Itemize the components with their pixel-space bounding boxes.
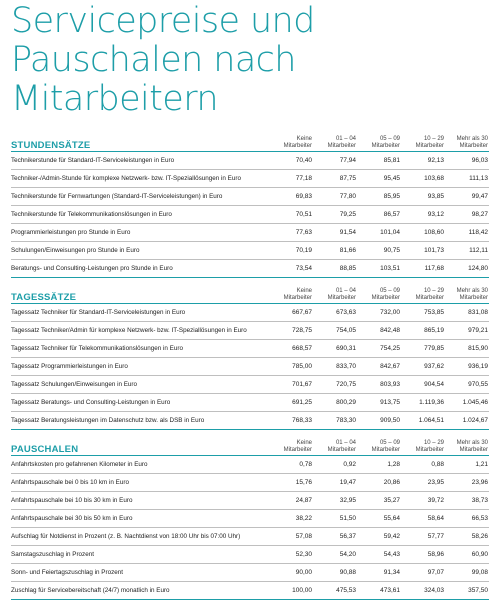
row-value: 24,87 bbox=[269, 492, 313, 510]
column-header-range: 10 – 29 bbox=[423, 288, 444, 294]
column-header bbox=[445, 440, 489, 456]
row-value: 58,96 bbox=[401, 546, 445, 564]
row-value: 54,20 bbox=[313, 546, 357, 564]
column-header-unit: Mitarbeiter bbox=[283, 143, 312, 149]
row-value: 51,50 bbox=[313, 510, 357, 528]
table-row bbox=[11, 242, 489, 260]
row-value: 90,88 bbox=[313, 564, 357, 582]
row-label: Aufschlag für Notdienst in Prozent (z. B. Nachtdienst von 18:00 Uhr bis 07:00 Uhr) bbox=[11, 528, 269, 546]
page-title-line: Pauschalen nach bbox=[11, 40, 296, 80]
row-value: 58,26 bbox=[445, 528, 489, 546]
row-value: 35,27 bbox=[357, 492, 401, 510]
section-pauschalen bbox=[11, 440, 489, 600]
price-table bbox=[11, 136, 489, 278]
row-value: 937,62 bbox=[401, 358, 445, 376]
row-value: 60,90 bbox=[445, 546, 489, 564]
column-header-unit: Mitarbeiter bbox=[327, 143, 356, 149]
row-value: 831,08 bbox=[445, 304, 489, 322]
row-value: 98,27 bbox=[445, 206, 489, 224]
row-label: Technikerstunde für Fernwartungen (Standard-IT-Serviceleistungen) in Euro bbox=[11, 188, 269, 206]
column-header-range: 10 – 29 bbox=[423, 440, 444, 446]
row-value: 56,37 bbox=[313, 528, 357, 546]
row-label: Anfahrtspauschale bei 0 bis 10 km in Euro bbox=[11, 474, 269, 492]
row-value: 1,28 bbox=[357, 456, 401, 474]
row-value: 936,19 bbox=[445, 358, 489, 376]
row-value: 979,21 bbox=[445, 322, 489, 340]
row-value: 673,63 bbox=[313, 304, 357, 322]
table-row bbox=[11, 152, 489, 170]
row-value: 124,80 bbox=[445, 260, 489, 278]
row-value: 728,75 bbox=[269, 322, 313, 340]
table-header-row bbox=[11, 288, 489, 304]
row-value: 20,86 bbox=[357, 474, 401, 492]
column-header-range: Keine bbox=[296, 136, 312, 142]
row-value: 93,85 bbox=[401, 188, 445, 206]
section-stundensaetze bbox=[11, 136, 489, 278]
column-header-unit: Mitarbeiter bbox=[371, 447, 400, 453]
row-value: 103,51 bbox=[357, 260, 401, 278]
column-header-range: 01 – 04 bbox=[335, 440, 356, 446]
row-label: Anfahrtspauschale bei 10 bis 30 km in Euro bbox=[11, 492, 269, 510]
table-row bbox=[11, 510, 489, 528]
column-header bbox=[445, 136, 489, 152]
table-row bbox=[11, 304, 489, 322]
column-header bbox=[269, 288, 313, 304]
table-row bbox=[11, 206, 489, 224]
column-header bbox=[313, 288, 357, 304]
row-value: 473,61 bbox=[357, 582, 401, 600]
table-row bbox=[11, 564, 489, 582]
table-row bbox=[11, 170, 489, 188]
table-row bbox=[11, 394, 489, 412]
row-value: 97,07 bbox=[401, 564, 445, 582]
row-value: 690,31 bbox=[313, 340, 357, 358]
row-value: 77,18 bbox=[269, 170, 313, 188]
row-value: 691,25 bbox=[269, 394, 313, 412]
row-value: 668,57 bbox=[269, 340, 313, 358]
row-value: 803,93 bbox=[357, 376, 401, 394]
column-header-unit: Mitarbeiter bbox=[371, 295, 400, 301]
row-value: 357,50 bbox=[445, 582, 489, 600]
row-value: 90,00 bbox=[269, 564, 313, 582]
row-label: Zuschlag für Servicebereitschaft (24/7) monatlich in Euro bbox=[11, 582, 269, 600]
table-row bbox=[11, 188, 489, 206]
row-value: 59,42 bbox=[357, 528, 401, 546]
table-header-row bbox=[11, 136, 489, 152]
row-value: 52,30 bbox=[269, 546, 313, 564]
column-header-unit: Mitarbeiter bbox=[283, 447, 312, 453]
row-value: 1.064,51 bbox=[401, 412, 445, 430]
row-value: 909,50 bbox=[357, 412, 401, 430]
row-value: 754,05 bbox=[313, 322, 357, 340]
row-value: 32,95 bbox=[313, 492, 357, 510]
row-value: 85,81 bbox=[357, 152, 401, 170]
page-title bbox=[11, 2, 491, 119]
row-value: 95,45 bbox=[357, 170, 401, 188]
row-label: Tagessatz Programmierleistungen in Euro bbox=[11, 358, 269, 376]
row-value: 77,80 bbox=[313, 188, 357, 206]
table-row bbox=[11, 456, 489, 474]
page-title-line: Servicepreise und bbox=[11, 1, 315, 41]
page-title-line: Mitarbeitern bbox=[11, 79, 218, 119]
row-value: 904,54 bbox=[401, 376, 445, 394]
row-value: 57,77 bbox=[401, 528, 445, 546]
row-value: 81,66 bbox=[313, 242, 357, 260]
section-title: STUNDENSÄTZE bbox=[11, 136, 269, 152]
row-label: Tagessatz Beratungsleistungen im Datenschutz bzw. als DSB in Euro bbox=[11, 412, 269, 430]
row-value: 1.024,67 bbox=[445, 412, 489, 430]
row-value: 100,00 bbox=[269, 582, 313, 600]
row-value: 117,68 bbox=[401, 260, 445, 278]
row-value: 475,53 bbox=[313, 582, 357, 600]
row-label: Technikerstunde für Telekommunikationslösungen in Euro bbox=[11, 206, 269, 224]
row-value: 38,73 bbox=[445, 492, 489, 510]
column-header-range: 05 – 09 bbox=[379, 440, 400, 446]
row-value: 913,75 bbox=[357, 394, 401, 412]
row-label: Tagessatz Techniker für Standard-IT-Serviceleistungen in Euro bbox=[11, 304, 269, 322]
row-value: 0,92 bbox=[313, 456, 357, 474]
row-value: 79,25 bbox=[313, 206, 357, 224]
row-value: 70,40 bbox=[269, 152, 313, 170]
row-label: Samstagszuschlag in Prozent bbox=[11, 546, 269, 564]
row-value: 23,96 bbox=[445, 474, 489, 492]
table-row bbox=[11, 528, 489, 546]
column-header bbox=[269, 440, 313, 456]
column-header-range: 05 – 09 bbox=[379, 288, 400, 294]
section-title: PAUSCHALEN bbox=[11, 440, 269, 456]
row-value: 39,72 bbox=[401, 492, 445, 510]
table-row bbox=[11, 358, 489, 376]
row-value: 55,64 bbox=[357, 510, 401, 528]
row-value: 1.045,46 bbox=[445, 394, 489, 412]
column-header-unit: Mitarbeiter bbox=[459, 447, 488, 453]
row-value: 77,63 bbox=[269, 224, 313, 242]
row-label: Tagessatz Techniker für Telekommunikationslösungen in Euro bbox=[11, 340, 269, 358]
row-value: 73,54 bbox=[269, 260, 313, 278]
table-row bbox=[11, 260, 489, 278]
table-row bbox=[11, 474, 489, 492]
row-value: 38,22 bbox=[269, 510, 313, 528]
row-value: 842,67 bbox=[357, 358, 401, 376]
row-label: Anfahrtskosten pro gefahrenen Kilometer in Euro bbox=[11, 456, 269, 474]
row-label: Beratungs- und Consulting-Leistungen pro Stunde in Euro bbox=[11, 260, 269, 278]
column-header-range: 01 – 04 bbox=[335, 288, 356, 294]
row-value: 85,95 bbox=[357, 188, 401, 206]
column-header-unit: Mitarbeiter bbox=[283, 295, 312, 301]
row-value: 779,85 bbox=[401, 340, 445, 358]
row-label: Schulungen/Einweisungen pro Stunde in Euro bbox=[11, 242, 269, 260]
row-value: 19,47 bbox=[313, 474, 357, 492]
row-value: 103,68 bbox=[401, 170, 445, 188]
price-table bbox=[11, 288, 489, 430]
column-header-range: Mehr als 30 bbox=[456, 136, 488, 142]
table-row bbox=[11, 546, 489, 564]
column-header bbox=[445, 288, 489, 304]
row-value: 785,00 bbox=[269, 358, 313, 376]
row-label: Sonn- und Feiertagszuschlag in Prozent bbox=[11, 564, 269, 582]
row-label: Tagessatz Techniker/Admin für komplexe Netzwerk- bzw. IT-Speziallösungen in Euro bbox=[11, 322, 269, 340]
row-label: Technikerstunde für Standard-IT-Serviceleistungen in Euro bbox=[11, 152, 269, 170]
row-value: 815,90 bbox=[445, 340, 489, 358]
column-header bbox=[401, 288, 445, 304]
column-header-unit: Mitarbeiter bbox=[327, 295, 356, 301]
column-header-unit: Mitarbeiter bbox=[459, 295, 488, 301]
row-label: Programmierleistungen pro Stunde in Euro bbox=[11, 224, 269, 242]
row-label: Tagessatz Beratungs- und Consulting-Leistungen in Euro bbox=[11, 394, 269, 412]
column-header-unit: Mitarbeiter bbox=[415, 143, 444, 149]
row-value: 833,70 bbox=[313, 358, 357, 376]
row-value: 754,25 bbox=[357, 340, 401, 358]
row-value: 768,33 bbox=[269, 412, 313, 430]
row-value: 0,88 bbox=[401, 456, 445, 474]
row-value: 99,47 bbox=[445, 188, 489, 206]
row-label: Anfahrtspauschale bei 30 bis 50 km in Euro bbox=[11, 510, 269, 528]
row-value: 70,19 bbox=[269, 242, 313, 260]
column-header-range: Mehr als 30 bbox=[456, 440, 488, 446]
row-value: 111,13 bbox=[445, 170, 489, 188]
column-header bbox=[357, 440, 401, 456]
row-value: 800,29 bbox=[313, 394, 357, 412]
row-value: 101,73 bbox=[401, 242, 445, 260]
row-value: 57,08 bbox=[269, 528, 313, 546]
column-header-unit: Mitarbeiter bbox=[459, 143, 488, 149]
table-row bbox=[11, 582, 489, 600]
row-value: 54,43 bbox=[357, 546, 401, 564]
column-header bbox=[269, 136, 313, 152]
row-value: 66,53 bbox=[445, 510, 489, 528]
row-value: 1.119,36 bbox=[401, 394, 445, 412]
column-header bbox=[313, 440, 357, 456]
row-value: 15,76 bbox=[269, 474, 313, 492]
row-value: 70,51 bbox=[269, 206, 313, 224]
table-row bbox=[11, 376, 489, 394]
row-value: 90,75 bbox=[357, 242, 401, 260]
row-value: 91,54 bbox=[313, 224, 357, 242]
row-label: Techniker-/Admin-Stunde für komplexe Netzwerk- bzw. IT-Speziallösungen in Euro bbox=[11, 170, 269, 188]
row-value: 720,75 bbox=[313, 376, 357, 394]
column-header bbox=[401, 136, 445, 152]
table-row bbox=[11, 340, 489, 358]
column-header-unit: Mitarbeiter bbox=[371, 143, 400, 149]
row-value: 842,48 bbox=[357, 322, 401, 340]
column-header-unit: Mitarbeiter bbox=[415, 295, 444, 301]
row-value: 1,21 bbox=[445, 456, 489, 474]
row-value: 86,57 bbox=[357, 206, 401, 224]
row-value: 88,85 bbox=[313, 260, 357, 278]
table-header-row bbox=[11, 440, 489, 456]
column-header-unit: Mitarbeiter bbox=[415, 447, 444, 453]
row-value: 112,11 bbox=[445, 242, 489, 260]
column-header-range: 05 – 09 bbox=[379, 136, 400, 142]
row-value: 118,42 bbox=[445, 224, 489, 242]
column-header-unit: Mitarbeiter bbox=[327, 447, 356, 453]
row-label: Tagessatz Schulungen/Einweisungen in Euro bbox=[11, 376, 269, 394]
row-value: 701,67 bbox=[269, 376, 313, 394]
row-value: 101,04 bbox=[357, 224, 401, 242]
row-value: 667,67 bbox=[269, 304, 313, 322]
price-table bbox=[11, 440, 489, 600]
section-tagessaetze bbox=[11, 288, 489, 430]
row-value: 99,08 bbox=[445, 564, 489, 582]
row-value: 865,19 bbox=[401, 322, 445, 340]
column-header bbox=[313, 136, 357, 152]
row-value: 87,75 bbox=[313, 170, 357, 188]
column-header-range: Keine bbox=[296, 440, 312, 446]
column-header-range: 01 – 04 bbox=[335, 136, 356, 142]
table-row bbox=[11, 322, 489, 340]
table-row bbox=[11, 224, 489, 242]
row-value: 93,12 bbox=[401, 206, 445, 224]
column-header bbox=[401, 440, 445, 456]
row-value: 23,95 bbox=[401, 474, 445, 492]
column-header bbox=[357, 288, 401, 304]
row-value: 91,34 bbox=[357, 564, 401, 582]
row-value: 108,60 bbox=[401, 224, 445, 242]
row-value: 753,85 bbox=[401, 304, 445, 322]
column-header bbox=[357, 136, 401, 152]
row-value: 732,00 bbox=[357, 304, 401, 322]
row-value: 96,03 bbox=[445, 152, 489, 170]
column-header-range: Mehr als 30 bbox=[456, 288, 488, 294]
row-value: 69,83 bbox=[269, 188, 313, 206]
row-value: 970,55 bbox=[445, 376, 489, 394]
table-row bbox=[11, 412, 489, 430]
row-value: 0,78 bbox=[269, 456, 313, 474]
row-value: 92,13 bbox=[401, 152, 445, 170]
row-value: 324,03 bbox=[401, 582, 445, 600]
table-row bbox=[11, 492, 489, 510]
row-value: 783,30 bbox=[313, 412, 357, 430]
row-value: 58,64 bbox=[401, 510, 445, 528]
column-header-range: 10 – 29 bbox=[423, 136, 444, 142]
section-title: TAGESSÄTZE bbox=[11, 288, 269, 304]
row-value: 77,94 bbox=[313, 152, 357, 170]
column-header-range: Keine bbox=[296, 288, 312, 294]
